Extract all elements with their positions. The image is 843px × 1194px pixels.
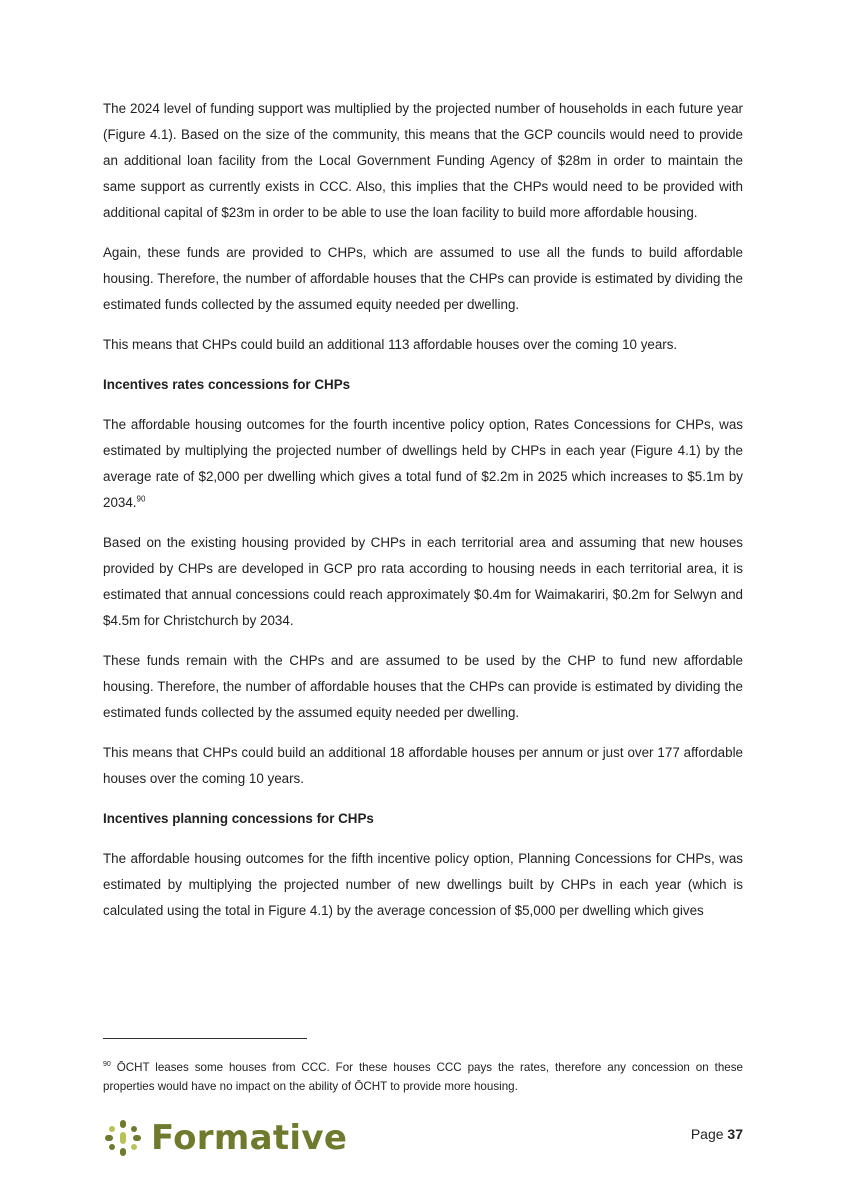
footnote-reference[interactable]: 90 <box>136 494 146 504</box>
paragraph: This means that CHPs could build an additional 18 affordable houses per annum or just over 177 affordable houses over the coming 10 years. <box>103 745 743 786</box>
section-heading-rates: Incentives rates concessions for CHPs <box>103 377 351 392</box>
logo-wordmark: Formative <box>151 1118 348 1158</box>
footnote-text: ŌCHT leases some houses from CCC. For these houses CCC pays the rates, therefore any concession on these properties would have no impact on the ability of ŌCHT to provide more housing. <box>103 1061 743 1093</box>
paragraph: Based on the existing housing provided by CHPs in each territorial area and assuming that new houses provided by CHPs are developed in GCP pro rata according to housing needs in each territorial area, it is estimated that annual concessions could reach approximately $0.4m for Waimakariri, $0.2m for Selwyn and $4.5m for Christchurch by 2034. <box>103 535 743 628</box>
section-heading-planning: Incentives planning concessions for CHPs <box>103 811 374 826</box>
page-label: Page <box>690 1126 724 1142</box>
paragraph: The 2024 level of funding support was multiplied by the projected number of households in each future year (Figure 4.1). Based on the size of the community, this means that the GCP councils would need to provide an additional loan facility from the Local Government Funding Agency of $28m in order to maintain the same support as currently exists in CCC. Also, this implies that the CHPs would need to be provided with additional capital of $23m in order to be able to use the loan facility to build more affordable housing. <box>103 101 743 220</box>
footnote <box>103 1058 743 1096</box>
formative-logo-icon <box>103 1118 143 1158</box>
paragraph: The affordable housing outcomes for the fifth incentive policy option, Planning Concessions for CHPs, was estimated by multiplying the projected number of new dwellings built by CHPs in each year (which is calculated using the total in Figure 4.1) by the average concession of $5,000 per dwelling which gives <box>103 851 743 918</box>
paragraph: Again, these funds are provided to CHPs, which are assumed to use all the funds to build affordable housing. Therefore, the number of affordable houses that the CHPs can provide is estimated by dividing the estimated funds collected by the assumed equity needed per dwelling. <box>103 245 743 312</box>
formative-logo <box>103 1118 347 1158</box>
footnote-divider <box>103 1038 307 1039</box>
paragraph-text: The affordable housing outcomes for the fourth incentive policy option, Rates Concessions for CHPs, was estimated by multiplying the projected number of dwellings held by CHPs in each year (Figure 4.1) by the average rate of $2,000 per dwelling which gives a total fund of $2.2m in 2025 which increases to $5.1m by 2034. <box>103 417 743 510</box>
paragraph: This means that CHPs could build an additional 113 affordable houses over the coming 10 years. <box>103 337 678 352</box>
page-number-value: 37 <box>727 1126 743 1142</box>
main-content <box>103 96 743 938</box>
footnote-number: 90 <box>103 1061 111 1069</box>
paragraph-with-footnote <box>103 412 743 516</box>
paragraph: These funds remain with the CHPs and are assumed to be used by the CHP to fund new affordable housing. Therefore, the number of affordable houses that the CHPs can provide is estimated by dividing the estimated funds collected by the assumed equity needed per dwelling. <box>103 653 743 720</box>
page-number <box>691 1126 743 1142</box>
